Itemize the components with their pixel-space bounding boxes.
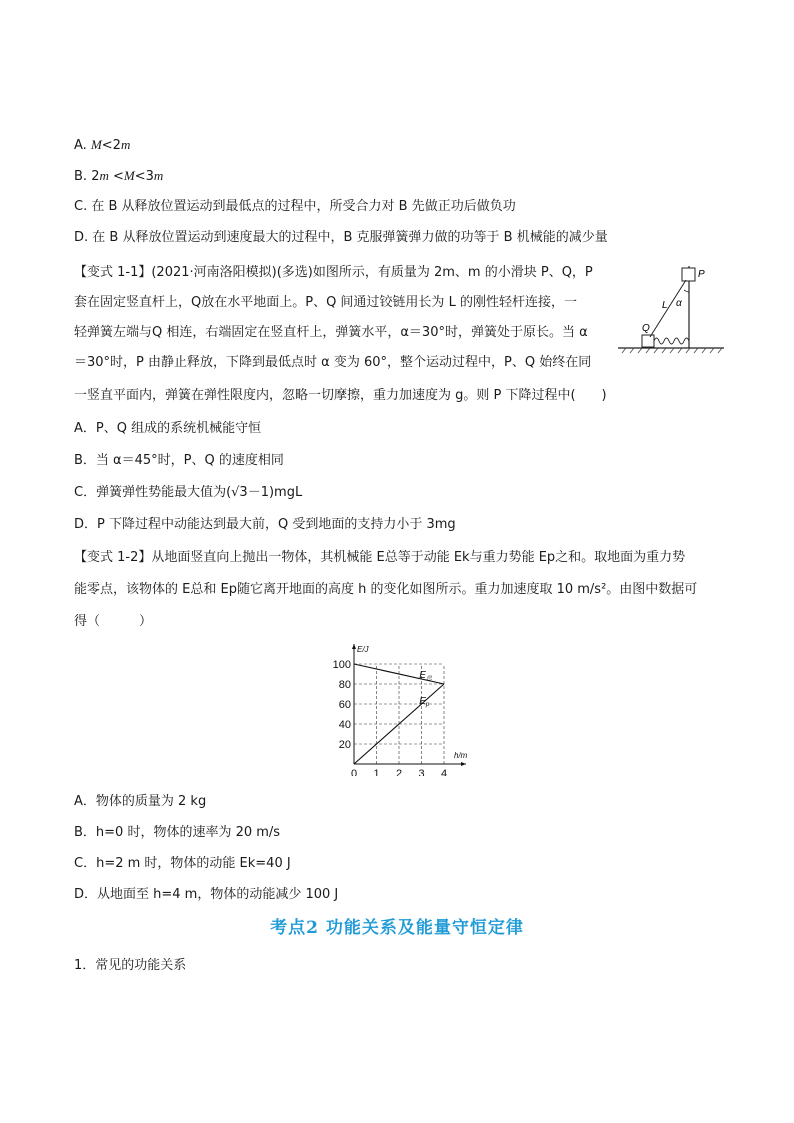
- y-axis-arrow: [352, 644, 356, 649]
- x-tick-label: 2: [395, 768, 403, 776]
- y-tick-label: 60: [338, 699, 351, 711]
- x-tick-label: 0: [350, 768, 358, 776]
- variant2-option-b: B．h=0 时，物体的速率为 20 m/s: [74, 825, 281, 840]
- x-axis-label: h/m: [454, 751, 468, 760]
- variant1-line-3: 轻弹簧左端与Q 相连，右端固定在竖直杆上，弹簧水平，α＝30°时，弹簧处于原长。当 α: [74, 325, 588, 340]
- pq-rod-spring-figure: [612, 258, 734, 354]
- y-tick-label: 80: [338, 679, 351, 691]
- block-p: [682, 268, 695, 281]
- variant2-option-c: C．h=2 m 时，物体的动能 Ek=40 J: [74, 856, 291, 871]
- option-c: C. 在 B 从释放位置运动到最低点的过程中，所受合力对 B 先做正功后做负功: [74, 199, 516, 214]
- variant2-line-1: 【变式 1-2】从地面竖直向上抛出一物体，其机械能 E总等于动能 Ek与重力势能 Ep之和。取地面为重力势: [74, 550, 686, 565]
- section-item-1: 1．常见的功能关系: [74, 958, 187, 973]
- spring: [654, 338, 689, 344]
- option-a: A. M<2m: [74, 137, 131, 153]
- variant2-option-d: D．从地面至 h=4 m，物体的动能减少 100 J: [74, 887, 339, 902]
- energy-height-chart: [330, 636, 490, 776]
- variant1-line-5: 一竖直平面内，弹簧在弹性限度内，忽略一切摩擦，重力加速度为 g。则 P 下降过程中( ): [74, 388, 607, 403]
- y-axis-label: E/J: [357, 645, 369, 654]
- label-l: L: [662, 300, 668, 311]
- y-tick-label: 100: [332, 659, 351, 671]
- x-tick-label: 4: [440, 768, 448, 776]
- label-q: Q: [642, 323, 650, 334]
- variant2-line-3: 得（ ）: [74, 614, 153, 629]
- variant1-line-1: 【变式 1-1】(2021·河南洛阳模拟)(多选)如图所示，有质量为 2m、m 的小滑块 P、Q，P: [74, 265, 593, 280]
- x-tick-label: 3: [418, 768, 425, 776]
- series-label-ep: $E_p$: [419, 696, 430, 708]
- block-q: [642, 335, 654, 347]
- variant1-option-d: D．P 下降过程中动能达到最大前，Q 受到地面的支持力小于 3mg: [74, 517, 456, 532]
- x-axis-arrow: [461, 762, 466, 766]
- variant1-line-2: 套在固定竖直杆上，Q放在水平地面上。P、Q 间通过铰链用长为 L 的刚性轻杆连接，一: [74, 295, 577, 310]
- option-b: B. 2m <M<3m: [74, 168, 164, 184]
- variant1-option-b: B．当 α＝45°时，P、Q 的速度相同: [74, 453, 284, 468]
- option-d: D. 在 B 从释放位置运动到速度最大的过程中，B 克服弹簧弹力做的功等于 B 机械能的减少量: [74, 230, 608, 245]
- section-heading: 考点2 功能关系及能量守恒定律: [270, 918, 524, 938]
- variant2-line-2: 能零点，该物体的 E总和 Ep随它离开地面的高度 h 的变化如图所示。重力加速度取 10 m/s²。由图中数据可: [74, 582, 698, 597]
- y-tick-label: 20: [338, 739, 351, 751]
- variant2-option-a: A．物体的质量为 2 kg: [74, 794, 207, 809]
- variant1-line-4: ＝30°时，P 由静止释放，下降到最低点时 α 变为 60°，整个运动过程中，P、Q 始终在同: [74, 355, 592, 370]
- label-alpha: α: [676, 298, 682, 309]
- label-p: P: [698, 269, 705, 280]
- x-tick-label: 1: [373, 768, 380, 776]
- series-label-e-total: $E_总$: [419, 670, 432, 682]
- variant1-option-a: A．P、Q 组成的系统机械能守恒: [74, 421, 262, 436]
- y-tick-label: 40: [338, 719, 351, 731]
- variant1-option-c: C．弹簧弹性势能最大值为(√3－1)mgL: [74, 485, 303, 500]
